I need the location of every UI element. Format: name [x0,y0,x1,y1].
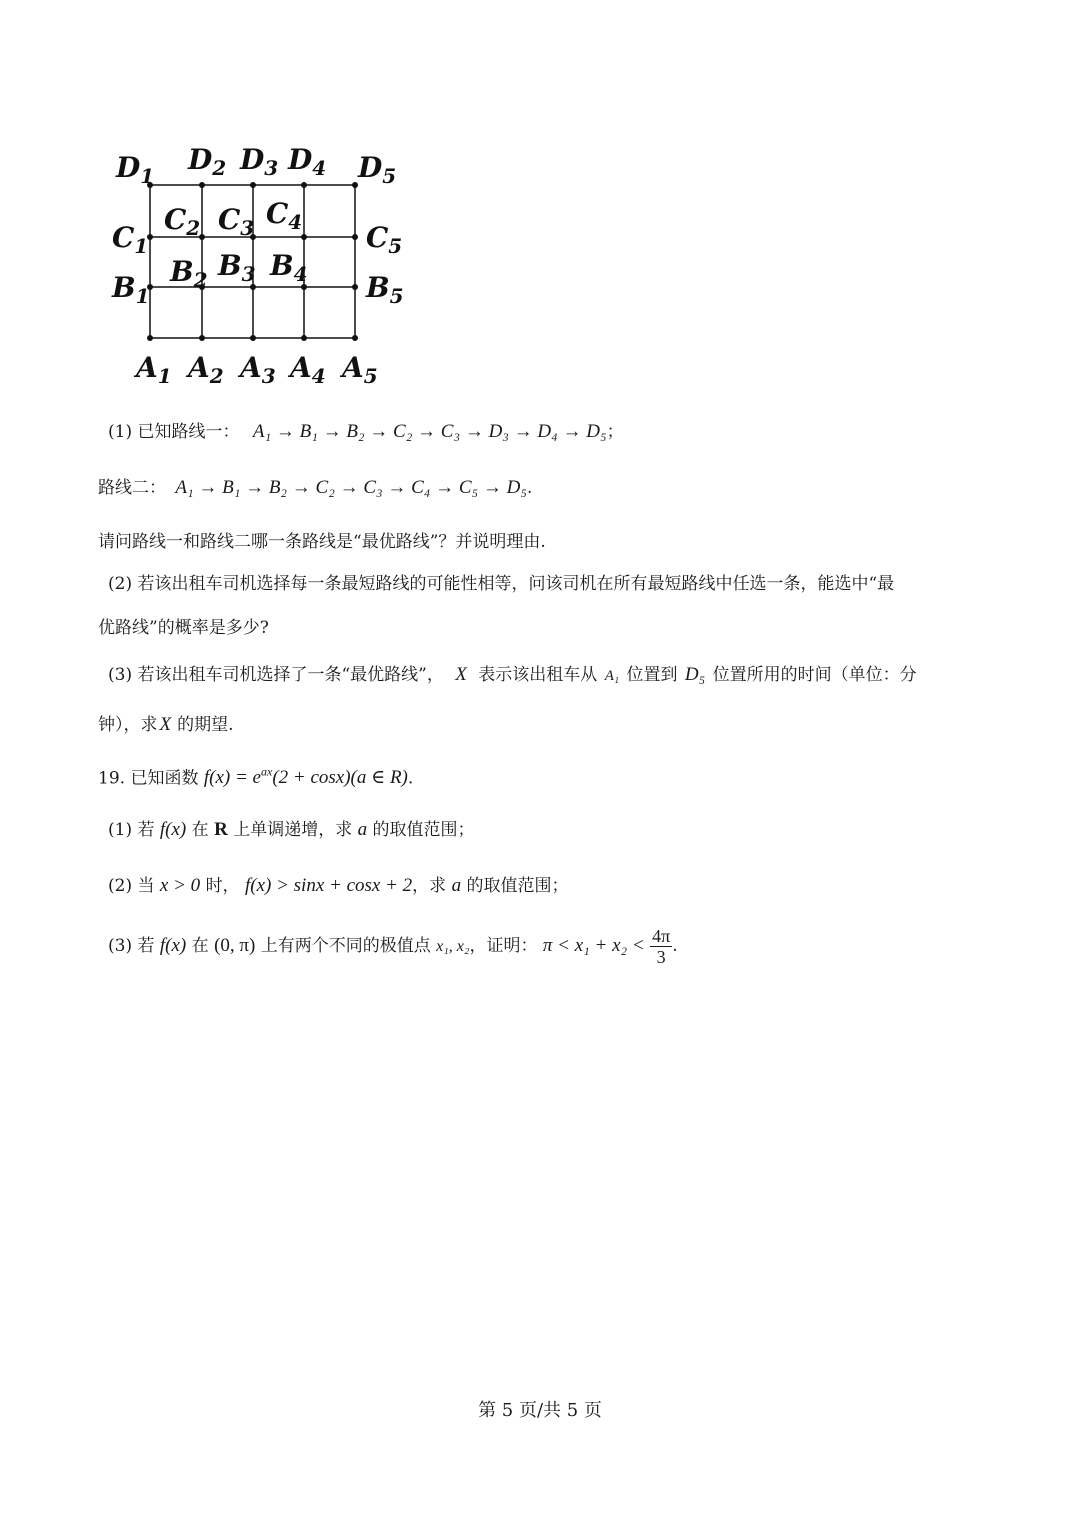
label-D3: $D_3$ [240,143,279,180]
q19-p3-f: f(x) [159,935,187,956]
q19-head [98,760,413,790]
page-footer: 第 5 页/共 5 页 [478,1400,602,1421]
func-def: f(x) = e [203,767,261,789]
fraction-4pi-over-3 [650,926,672,967]
func-exponent: ax [260,765,273,779]
point-D5: D₅ [684,664,706,685]
q18-route2-line [98,476,532,500]
route1-formula: A₁ → B₁ → B₂ → C₂ → C₃ → D₃ → D₄ → D₅ [252,421,607,442]
label-B4: $B_4$ [270,249,308,286]
q19-p2-c: ，求 [412,876,447,896]
label-C2: $C_2$ [164,203,201,240]
q18-part3-text-b: 表示该出租车从 [478,665,598,685]
variable-a-2: a [451,875,462,896]
q19-func [204,767,408,788]
q18-part2-line1: (2) 若该出租车司机选择每一条最短路线的可能性相等，问该司机在所有最短路线中任选一条，能选中“最 [108,574,895,594]
q18-part3-line2-a: 钟），求 [98,715,158,735]
label-A5: $A_5$ [342,351,378,388]
grid-diagram [100,135,420,395]
q19-part2 [108,874,568,898]
variable-a: a [357,819,368,840]
q19-head-text: 19. 已知函数 [98,768,199,789]
q18-part1-question: 请问路线一和路线二哪一条路线是“最优路线”？并说明理由. [98,532,546,552]
q19-p3-end: . [672,936,678,956]
route2-end: . [526,478,533,498]
route2-formula: A₁ → B₁ → B₂ → C₂ → C₃ → C₄ → C₅ → D₅ [175,477,527,498]
label-A3: $A_3$ [240,351,276,388]
q19-head-end: . [407,768,414,789]
fraction-denominator: 3 [656,947,666,967]
q19-p3-interval: (0, π) [214,935,256,956]
q19-p2-d: 的取值范围； [466,876,569,896]
q18-part1-line [108,420,624,444]
q18-part3-line1 [108,663,917,688]
fraction-numerator: 4π [652,926,671,946]
q18-part3-line2-b: 的期望. [177,715,234,735]
q19-p3-ineq: π < x₁ + x₂ < [542,935,645,956]
q19-p1-f: f(x) [159,819,187,840]
q19-p1-b: 在 [191,820,209,840]
variable-X-2: X [159,714,172,735]
q19-p3-points: x₁, x₂ [436,938,470,955]
label-A2: $A_2$ [188,351,224,388]
q19-part3 [108,926,678,967]
q19-p2-ineq: f(x) > sinx + cosx + 2 [244,875,413,896]
label-C1: $C_1$ [112,221,149,258]
point-A1: A₁ [604,668,620,684]
route2-label: 路线二： [98,478,166,498]
q19-p2-a: (2) 当 [108,876,155,896]
q19-p1-c: 上单调递增，求 [233,820,353,840]
q18-part3-text-c: 位置到 [626,665,678,685]
label-C3: $C_3$ [218,203,255,240]
q19-p3-b: 在 [191,936,209,956]
q18-part1-end: ； [606,422,624,442]
q19-p2-b: 时， [205,876,240,896]
label-C5: $C_5$ [366,221,403,258]
q19-p1-d: 的取值范围； [372,820,475,840]
label-B5: $B_5$ [366,271,404,308]
q19-p3-a: (3) 若 [108,936,155,956]
q19-p3-d: ，证明： [469,936,538,956]
label-D4: $D_4$ [288,143,327,180]
label-A4: $A_4$ [290,351,326,388]
q19-p3-c: 上有两个不同的极值点 [260,936,431,956]
q18-part3-text-a: (3) 若该出租车司机选择了一条“最优路线”， [108,665,444,685]
q18-part3-text-d: 位置所用的时间（单位：分 [712,665,917,685]
label-B2: $B_2$ [170,255,208,292]
label-D2: $D_2$ [188,143,227,180]
label-B3: $B_3$ [218,249,256,286]
q19-p1-a: (1) 若 [108,820,155,840]
label-D5: $D_5$ [358,151,397,188]
q19-p2-cond: x > 0 [159,875,201,896]
label-D1: $D_1$ [116,151,155,188]
q19-part1 [108,818,475,842]
q18-part2-line2: 优路线”的概率是多少? [98,618,269,638]
label-B1: $B_1$ [112,271,150,308]
q18-part1-label: (1) 已知路线一： [108,422,240,442]
func-def-rest: (2 + cosx)(a ∈ R) [272,767,408,789]
q18-part3-line2 [98,713,234,737]
label-C4: $C_4$ [266,197,303,234]
real-set-R: R [214,819,228,840]
variable-X: X [455,664,467,685]
label-A1: $A_1$ [136,351,172,388]
